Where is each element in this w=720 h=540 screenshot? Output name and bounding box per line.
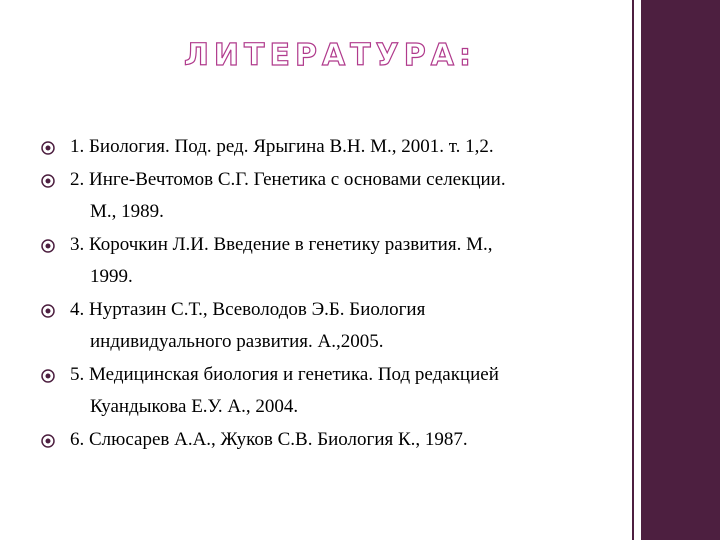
list-item-text: 4. Нуртазин С.Т., Всеволодов Э.Б. Биология: [70, 298, 426, 320]
circled-dot-icon: [40, 433, 56, 449]
list-item: [40, 229, 625, 294]
list-item-text-continuation: Куандыкова Е.У. А., 2004.: [90, 396, 299, 417]
circled-dot-icon: [40, 368, 56, 384]
circled-dot-icon: [40, 238, 56, 254]
list-item: [40, 164, 625, 229]
list-item: [40, 424, 625, 457]
list-item-text: 6. Слюсарев А.А., Жуков С.В. Биология К., 1987.: [70, 428, 468, 450]
circled-dot-icon: [40, 140, 56, 156]
list-item: [40, 359, 625, 424]
list-item-text: 5. Медицинская биология и генетика. Под редакцией: [70, 363, 499, 385]
slide-title: ЛИТЕРАТУРА:: [184, 38, 476, 73]
list-item: [40, 131, 625, 164]
list-item: [40, 294, 625, 359]
list-item-text: 1. Биология. Под. ред. Ярыгина В.Н. М., 2001. т. 1,2.: [70, 136, 494, 157]
bibliography-list: [40, 131, 625, 456]
list-item-text-continuation: 1999.: [90, 266, 133, 287]
circled-dot-icon: [40, 303, 56, 319]
accent-side-band: [641, 0, 720, 540]
list-item-text-continuation: М., 1989.: [90, 201, 164, 222]
list-item-text: 2. Инге-Вечтомов С.Г. Генетика с основами селекции.: [70, 168, 506, 190]
list-item-text-continuation: индивидуального развития. А.,2005.: [90, 331, 384, 352]
accent-line: [632, 0, 634, 540]
list-item-text: 3. Корочкин Л.И. Введение в генетику развития. М.,: [70, 233, 493, 255]
circled-dot-icon: [40, 173, 56, 189]
